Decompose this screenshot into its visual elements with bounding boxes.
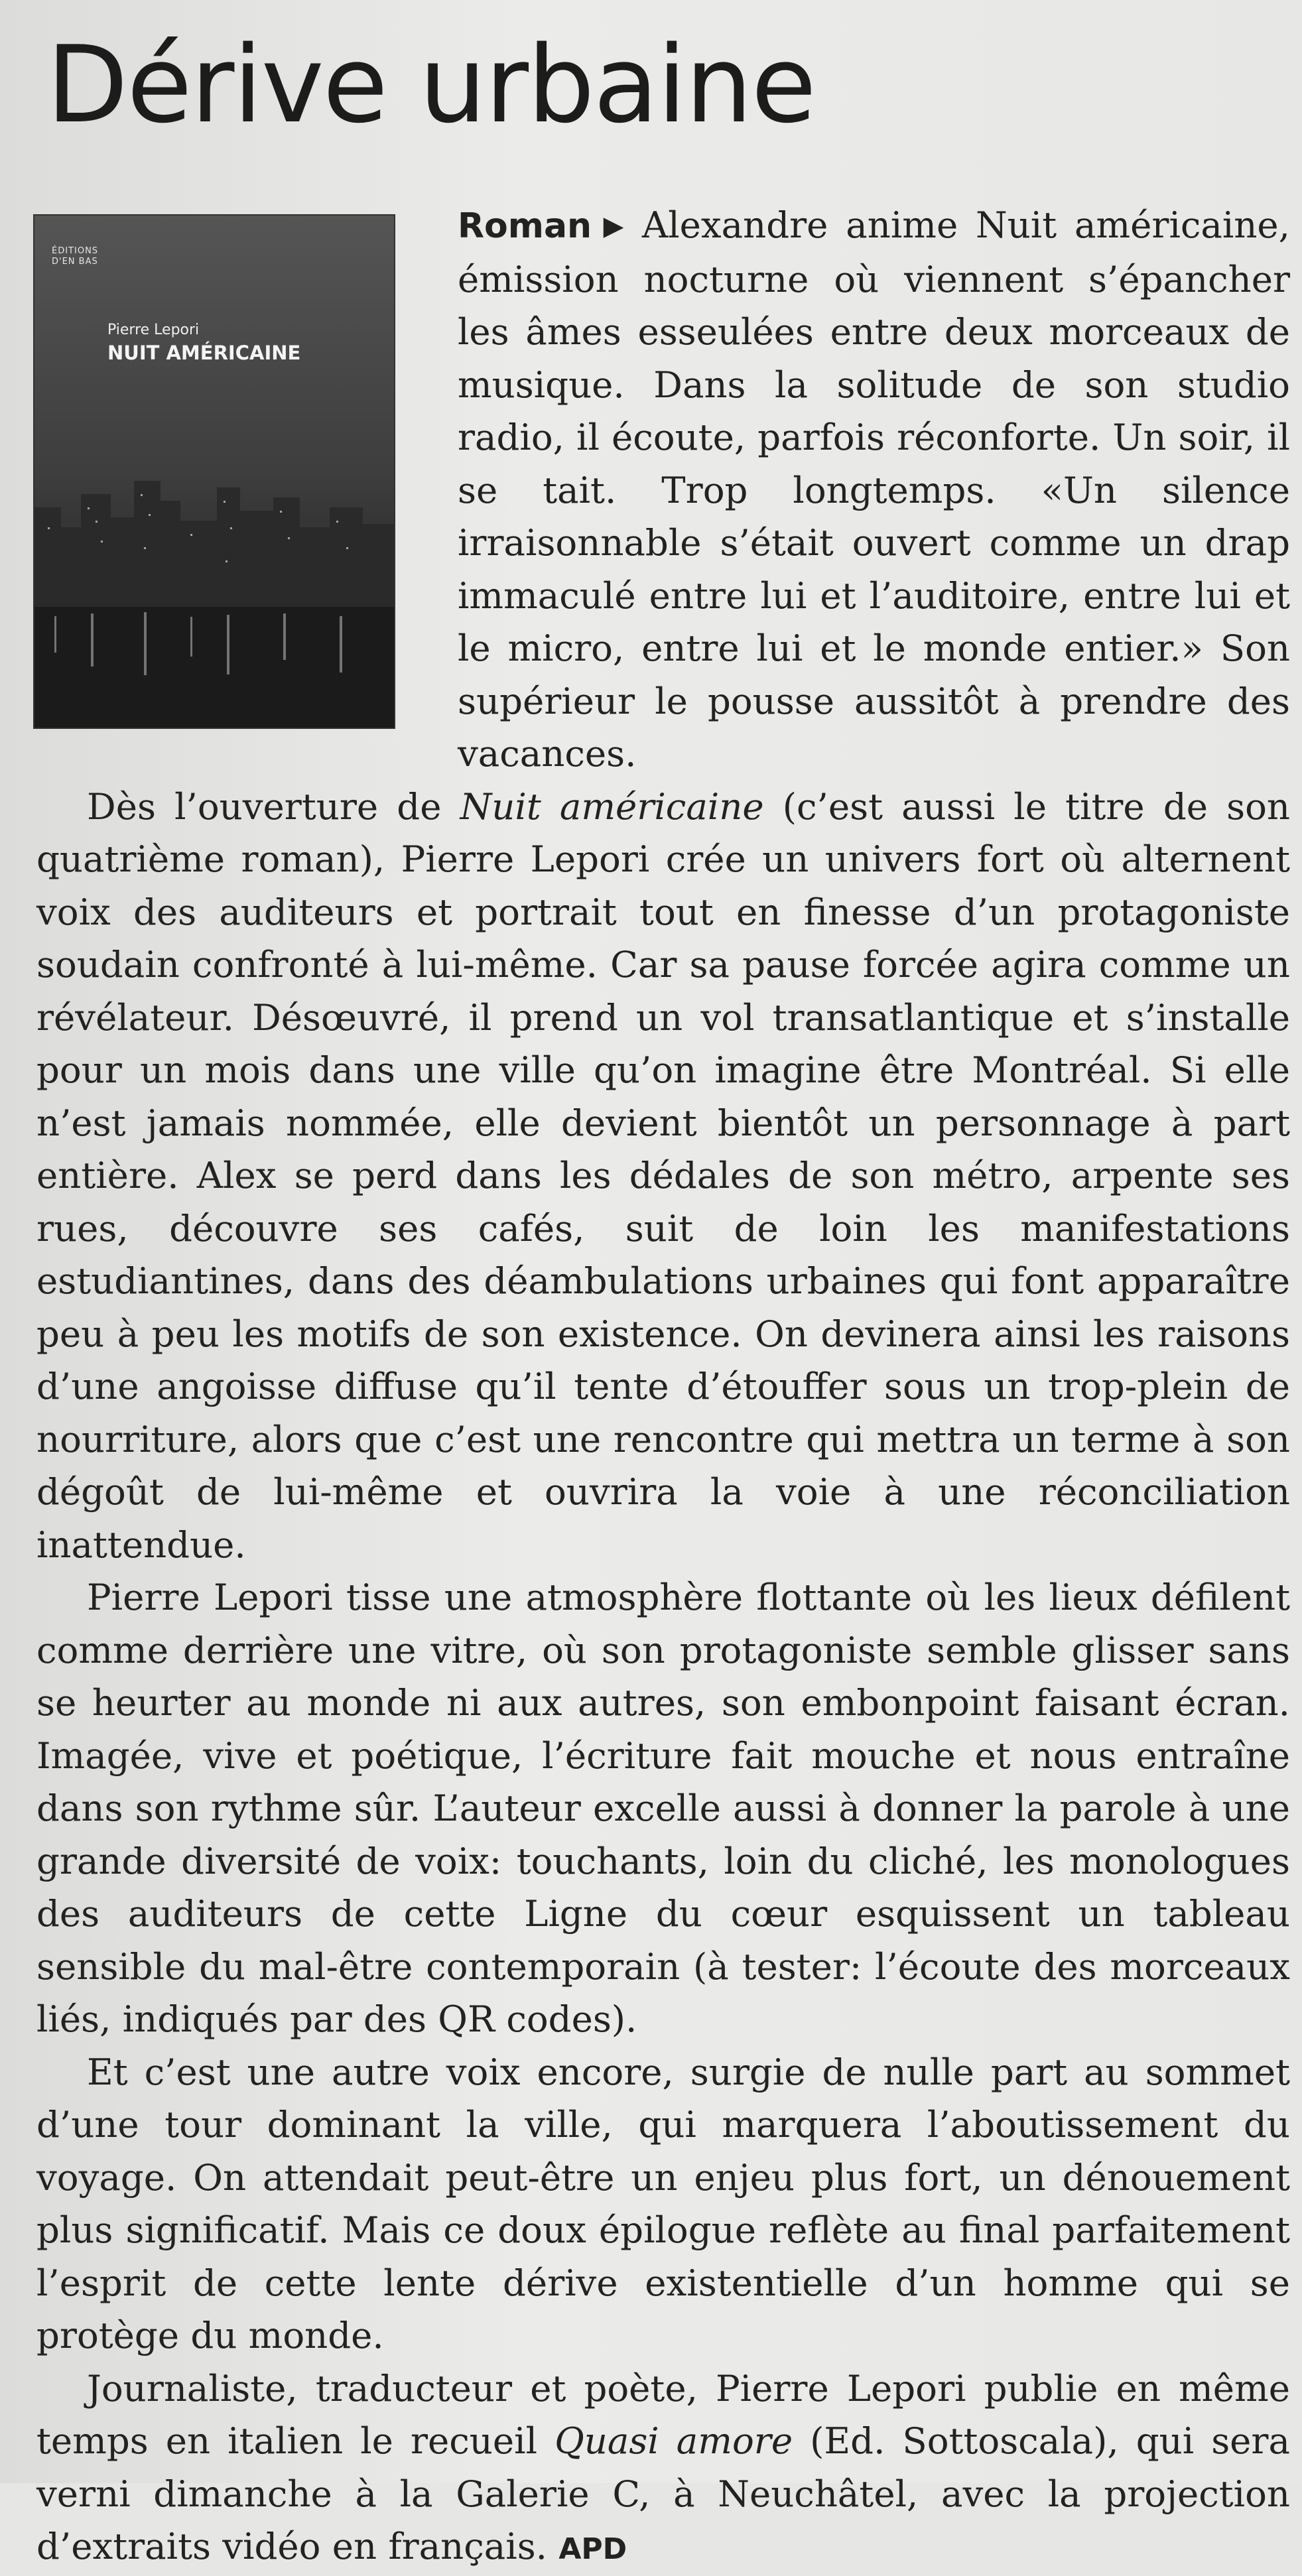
paragraph-2 xyxy=(36,781,1290,1572)
cover-spacer xyxy=(36,199,458,743)
paragraph-5-text-b: (Ed. Sottoscala), qui sera verni dimanche à la Galerie C, à Neuchâtel, avec la projection d’extraits vidéo en français. xyxy=(36,2419,1290,2567)
book-title-italic: Nuit américaine xyxy=(460,785,764,828)
paragraph-3: Pierre Lepori tisse une atmosphère flottante où les lieux défilent comme derrière une vitre, où son protagoniste semble glisser sans se heurter au monde ni aux autres, son embonpoint faisant écran. Imagée, vive et poétique, l’écriture fait mouche et nous entraîne dans son rythme sûr. L’auteur excelle aussi à donner la parole à une grande diversité de voix: touchants, loin du cliché, les monologues des auditeurs de cette Ligne du cœur esquissent un tableau sensible du mal-être contemporain (à tester: l’écoute des morceaux liés, indiqués par des QR codes). xyxy=(36,1576,1290,2040)
paragraph-2-text-b: (c’est aussi le titre de son quatrième roman), Pierre Lepori crée un univers fort où alternent voix des auditeurs et portrait tout en finesse d’un protagoniste soudain confronté à lui-même. Car sa pause forcée agira comme un révélateur. Désœuvré, il prend un vol transatlantique et s’installe pour un mois dans une ville qu’on imagine être Montréal. Si elle n’est jamais nommée, elle devient bientôt un personnage à part entière. Alex se perd dans les dédales de son métro, arpente ses rues, découvre ses cafés, suit de loin les manifestations estudiantines, dans des déambulations urbaines qui font apparaître peu à peu les motifs de son existence. On devinera ainsi les raisons d’une angoisse diffuse qu’il tente d’étouffer sous un trop-plein de nourriture, alors que c’est une rencontre qui mettra un terme à son dégoût de lui-même et ouvrira la voie à une réconciliation inattendue. xyxy=(36,785,1290,1566)
cover-publisher: ÉDITIONS D'EN BAS xyxy=(52,246,99,267)
author-signature: APD xyxy=(558,2532,627,2566)
genre-label: Roman xyxy=(458,206,592,246)
paragraph-1-text: Alexandre anime Nuit américaine, émission nocturne où viennent s’épancher les âmes esseulées entre deux morceaux de musique. Dans la solitude de son studio radio, il écoute, parfois réconforte. Un soir, il se tait. Trop longtemps. «Un silence irraisonnable s’était ouvert comme un drap immaculé entre lui et l’auditoire, entre lui et le micro, entre lui et le monde entier.» Son supérieur le pousse aussitôt à prendre des vacances. xyxy=(458,204,1291,775)
article-body xyxy=(36,199,1290,2576)
article-headline: Dérive urbaine xyxy=(46,23,815,147)
cover-title: NUIT AMÉRICAINE xyxy=(107,342,301,364)
paragraph-5-text-a: Journaliste, traducteur et poète, Pierre Lepori publie en même temps en italien le recueil xyxy=(36,2366,1290,2462)
arrow-icon: ▶ xyxy=(597,211,630,241)
collection-title-italic: Quasi amore xyxy=(554,2419,793,2462)
paragraph-5 xyxy=(36,2362,1290,2576)
cover-author: Pierre Lepori xyxy=(107,322,200,338)
paragraph-4: Et c’est une autre voix encore, surgie de nulle part au sommet d’une tour dominant la ville, qui marquera l’aboutissement du voyage. On attendait peut-être un enjeu plus fort, un dénouement plus significatif. Mais ce doux épilogue reflète au final parfaitement l’esprit de cette lente dérive existentielle d’un homme qui se protège du monde. xyxy=(36,2050,1290,2356)
paragraph-2-text-a: Dès l’ouverture de xyxy=(87,785,460,828)
